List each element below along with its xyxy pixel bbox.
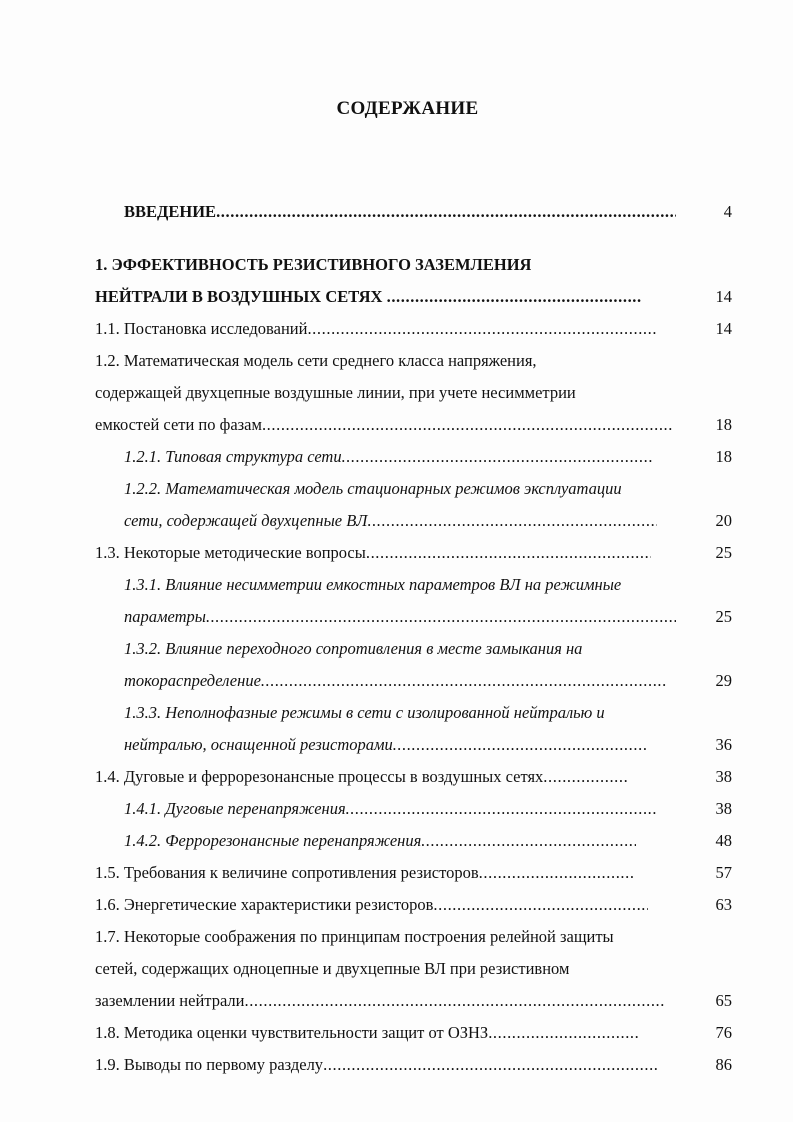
- toc-entry-text: сети, содержащей двухцепные ВЛ: [124, 511, 368, 530]
- toc-entry-1-4-2: [124, 831, 636, 851]
- toc-page-number: 48: [715, 831, 732, 850]
- toc-page-number: 4: [723, 202, 732, 221]
- leader-dots: [244, 991, 664, 1011]
- toc-page-number: 18: [715, 447, 732, 466]
- leader-dots: [543, 767, 628, 787]
- leader-dots: [206, 607, 676, 627]
- toc-entry-introduction: [124, 202, 676, 222]
- toc-entry-chapter-1-line-1: 1. ЭФФЕКТИВНОСТЬ РЕЗИСТИВНОГО ЗАЗЕМЛЕНИЯ: [95, 255, 532, 274]
- toc-entry-1-2-2-line-2: [124, 511, 657, 531]
- toc-entry-1-3-3-line-2: [124, 735, 648, 755]
- toc-page-number: 86: [715, 1055, 732, 1074]
- toc-entry-text: 1.6. Энергетические характеристики резисторов: [95, 895, 434, 914]
- leader-dots: [393, 735, 648, 755]
- leader-dots: [367, 511, 657, 531]
- toc-entry-1-3-2-line-1: 1.3.2. Влияние переходного сопротивления в месте замыкания на: [124, 639, 583, 658]
- leader-dots: [342, 447, 652, 467]
- toc-page-number: 25: [715, 607, 732, 626]
- toc-entry-1-6: [95, 895, 648, 915]
- toc-entry-text: 1.4. Дуговые и феррорезонансные процессы в воздушных сетях: [95, 767, 544, 786]
- toc-entry-text: 1.5. Требования к величине сопротивления резисторов: [95, 863, 479, 882]
- toc-entry-text: ВВЕДЕНИЕ: [124, 202, 217, 221]
- toc-page-number: 18: [715, 415, 732, 434]
- toc-page-number: 38: [715, 799, 732, 818]
- toc-entry-1-3-1-line-1: 1.3.1. Влияние несимметрии емкостных параметров ВЛ на режимные: [124, 575, 622, 594]
- toc-page-number: 20: [715, 511, 732, 530]
- leader-dots: [323, 1055, 658, 1075]
- leader-dots: [433, 895, 648, 915]
- toc-page-number: 63: [715, 895, 732, 914]
- toc-entry-1-3-3-line-1: 1.3.3. Неполнофазные режимы в сети с изолированной нейтралью и: [124, 703, 605, 722]
- toc-page-number: 65: [715, 991, 732, 1010]
- toc-entry-1-5: [95, 863, 634, 883]
- toc-entry-1-7-line-1: 1.7. Некоторые соображения по принципам построения релейной защиты: [95, 927, 614, 946]
- toc-entry-1-2-line-2: содержащей двухцепные воздушные линии, при учете несимметрии: [95, 383, 576, 402]
- toc-entry-text: 1.8. Методика оценки чувствительности защит от ОЗНЗ: [95, 1023, 489, 1042]
- toc-entry-text: емкостей сети по фазам: [95, 415, 262, 434]
- toc-entry-1-2-1: [124, 447, 652, 467]
- leader-dots: [479, 863, 634, 883]
- toc-entry-text: нейтралью, оснащенной резисторами: [124, 735, 393, 754]
- toc-entry-text: НЕЙТРАЛИ В ВОЗДУШНЫХ СЕТЯХ: [95, 287, 383, 306]
- toc-page-number: 76: [715, 1023, 732, 1042]
- toc-entry-text: 1.1. Постановка исследований: [95, 319, 308, 338]
- toc-entry-chapter-1-line-2: [95, 287, 642, 307]
- toc-entry-1-2-2-line-1: 1.2.2. Математическая модель стационарных режимов эксплуатации: [124, 479, 622, 498]
- leader-dots: [261, 671, 666, 691]
- toc-entry-1-2-line-1: 1.2. Математическая модель сети среднего класса напряжения,: [95, 351, 537, 370]
- toc-entry-text: 1.3. Некоторые методические вопросы: [95, 543, 366, 562]
- toc-page-number: 38: [715, 767, 732, 786]
- toc-entry-text: токораспределение: [124, 671, 261, 690]
- leader-dots: [421, 831, 636, 851]
- toc-entry-text: параметры: [124, 607, 206, 626]
- leader-dots: [488, 1023, 638, 1043]
- toc-entry-text: 1.4.1. Дуговые перенапряжения: [124, 799, 346, 818]
- toc-entry-text: 1.9. Выводы по первому разделу: [95, 1055, 324, 1074]
- toc-entry-1-2-line-3: [95, 415, 672, 435]
- toc-entry-text: 1.2.1. Типовая структура сети: [124, 447, 342, 466]
- leader-dots: [307, 319, 657, 339]
- toc-page-number: 14: [715, 319, 732, 338]
- toc-entry-text: заземлении нейтрали: [95, 991, 245, 1010]
- toc-entry-1-9: [95, 1055, 658, 1075]
- leader-dots: [366, 543, 651, 563]
- toc-entry-1-7-line-2: сетей, содержащих одноцепные и двухцепные ВЛ при резистивном: [95, 959, 570, 978]
- toc-entry-1-3-2-line-2: [124, 671, 666, 691]
- toc-page-number: 14: [715, 287, 732, 306]
- toc-page-number: 57: [715, 863, 732, 882]
- toc-entry-1-4-1: [124, 799, 656, 819]
- leader-dots: [216, 202, 676, 222]
- toc-entry-1-4: [95, 767, 628, 787]
- toc-page-number: 29: [715, 671, 732, 690]
- toc-entry-1-3-1-line-2: [124, 607, 676, 627]
- toc-page-number: 25: [715, 543, 732, 562]
- leader-dots: [262, 415, 672, 435]
- toc-entry-1-8: [95, 1023, 638, 1043]
- page-title: СОДЕРЖАНИЕ: [336, 98, 479, 119]
- toc-entry-text: 1.4.2. Феррорезонансные перенапряжения: [124, 831, 422, 850]
- toc-page-number: 36: [715, 735, 732, 754]
- toc-entry-1-1: [95, 319, 657, 339]
- toc-entry-1-3: [95, 543, 651, 563]
- leader-dots: [387, 287, 642, 307]
- toc-entry-1-7-line-3: [95, 991, 664, 1011]
- leader-dots: [346, 799, 656, 819]
